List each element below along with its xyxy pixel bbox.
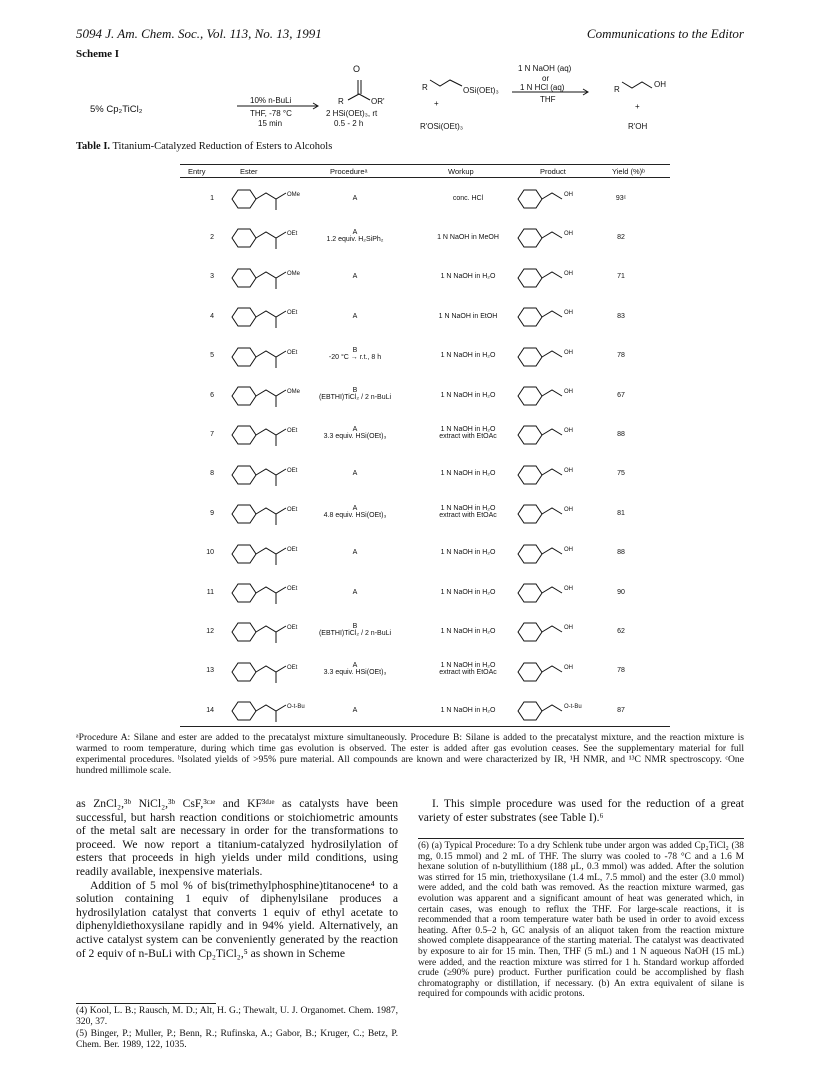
ester-group-label: OEt (287, 625, 298, 632)
scheme-ester-or: OR' (371, 97, 385, 106)
running-header-section: Communications to the Editor (586, 26, 744, 41)
table-row (180, 259, 740, 298)
ring (232, 229, 256, 247)
cell-entry: 11 (206, 588, 214, 596)
product-structure (510, 182, 610, 216)
workup-line: 1 N NaOH in H₂O (440, 549, 496, 557)
procedure-letter: A (352, 470, 358, 478)
procedure-note: 4.8 equiv. HSi(OEt)₃ (323, 511, 387, 519)
notes-rule-right (418, 838, 744, 839)
references-left (76, 1005, 398, 1051)
scheme-product-oh: OH (654, 80, 666, 89)
reference-6: (6) (a) Typical Procedure: To a dry Schlenk tube under argon was added Cp₂TiCl₂ (38 mg, 0.15 mmol) and 2 mL of THF. The slurry was cooled to -78 °C and a 1.6 M hexane solution of n-butyllithium (188 μL, 0.3 mmol) was added. After the solution was stirred for 15 min, triethoxysilane (1.4 mL, 7.5 mmol) and the ester (3.0 mmol) were added, and the cold bath was removed. As the reaction mixture warmed, gas evolution was apparent and a significant amount of heat was generated which, in certain cases, was enough to reflux the THF. For large-scale reactions, it is recommended that a room temperature water bath be used in order to avoid excess heating. After 0.5–2 h, GC analysis of an aliquot taken from the reaction mixture showed complete disappearance of the starting material. The catalyst was deactivated by exposure to air for 15 min. Then, THF (5 mL) and 1 N aqueous NaOH (15 mL) were added, and the reaction mixture was stirred for 1 h. Standard workup afforded crude (≥90% pure) product. Further purification could be accomplished by flash chromatography or distillation, if necessary. (b) An extra equivalent of silane is required for compounds with acidic protons. (418, 841, 744, 1000)
cell-entry: 9 (210, 509, 214, 517)
reaction-scheme (90, 62, 730, 144)
scheme-step2-reagent: 2 HSi(OEt)₃, rt (326, 109, 378, 118)
chain (256, 548, 286, 554)
table-header-rule (180, 177, 670, 178)
ring (518, 387, 542, 405)
ring (232, 387, 256, 405)
ester-group-label: OEt (287, 231, 298, 238)
cell-procedure (300, 549, 410, 556)
cell-procedure (300, 273, 410, 280)
cell-yield: 71 (617, 273, 625, 281)
body-column-left (76, 797, 398, 960)
body-column-right (418, 797, 744, 824)
ring (518, 269, 542, 287)
th-ester: Ester (240, 167, 258, 176)
product-group-label: OH (564, 428, 573, 435)
cell-procedure (300, 470, 410, 477)
cell-procedure (300, 505, 410, 519)
product-structure (510, 537, 610, 571)
table-caption-text: Titanium-Catalyzed Reduction of Esters to Alcohols (112, 141, 333, 152)
carbonyl-oxygen: O (353, 64, 361, 74)
procedure-letter: A (352, 229, 358, 237)
procedure-letter: A (352, 706, 358, 714)
table-row (180, 456, 740, 495)
cell-yield: 75 (617, 470, 625, 478)
cell-procedure (300, 707, 410, 714)
workup-line: extract with EtOAc (439, 669, 497, 677)
product-group-label: OH (564, 586, 573, 592)
workup-line: 1 N NaOH in H₂O (440, 662, 496, 670)
scheme-step2-time: 0.5 - 2 h (334, 119, 364, 128)
workup-line: conc. HCl (452, 194, 484, 202)
scheme-step1-conditions: THF, -78 °C (250, 109, 292, 118)
workup-line: 1 N NaOH in H₂O (440, 470, 496, 478)
ring (518, 663, 542, 681)
workup-line: extract with EtOAc (439, 511, 497, 519)
body-paragraph: Addition of 5 mol % of bis(trimethylphosphine)titanocene⁴ to a solution containing 1 equiv of diphenylsilane produces a hydrosilylation catalyst that converts 1 equiv of ethyl acetate to diphenyldiethoxysilane rapidly and in 94% yield. Alternatively, an active catalyst system can be conveniently generated by the reaction of 2 equiv of n-BuLi with Cp₂TiCl₂,⁵ as shown in Scheme (76, 878, 398, 960)
scheme-step3-or: or (542, 74, 550, 83)
ring (232, 505, 256, 523)
chain (542, 232, 562, 238)
ring (232, 466, 256, 484)
ester-group-label: OEt (287, 467, 298, 474)
product-structure (510, 379, 610, 413)
table-row (180, 416, 740, 455)
table-caption-label: Table I. (76, 141, 111, 152)
ring (518, 190, 542, 208)
cell-entry: 14 (206, 706, 214, 714)
cell-yield: 78 (617, 667, 625, 675)
ester-group-label: OEt (287, 349, 298, 356)
cell-yield: 62 (617, 628, 625, 636)
scheme-precatalyst: 5% Cp₂TiCl₂ (90, 104, 143, 115)
cell-yield: 67 (617, 391, 625, 399)
ring (232, 190, 256, 208)
cell-entry: 2 (210, 234, 214, 242)
ring (232, 426, 256, 444)
chain (542, 193, 562, 199)
chain (542, 272, 562, 278)
table-row (180, 653, 740, 692)
cell-procedure (300, 662, 410, 676)
ester-group-label: OEt (287, 310, 298, 317)
workup-line: 1 N NaOH in H₂O (440, 504, 496, 512)
procedure-note: 3.3 equiv. HSi(OEt)₃ (323, 669, 387, 677)
ring (518, 229, 542, 247)
cell-yield: 78 (617, 352, 625, 360)
running-header-journal: 5094 J. Am. Chem. Soc., Vol. 113, No. 13, 1991 (76, 26, 322, 41)
product-structure (510, 497, 610, 531)
cell-entry: 4 (210, 312, 214, 320)
cell-yield: 82 (617, 234, 625, 242)
notes-rule-left (76, 1003, 216, 1004)
chain (542, 351, 562, 357)
product-structure (510, 221, 610, 255)
scheme-product-2: R'OH (628, 122, 648, 131)
body-paragraph: as ZnCl₂,³ᵇ NiCl₂,³ᵇ CsF,³ᶜʴᵉ and KF³ᵈʴᵉ as catalysts have been successful, but harsh reaction conditions or stoichiometric amounts of the metal salt are necessary in order for the transformations to proceed. We now report a titanium-catalyzed hydrosilylation of esters that proceeds in high yields under mild conditions, using readily available, inexpensive materials. (76, 797, 398, 878)
cell-entry: 12 (206, 628, 214, 636)
cell-yield: 90 (617, 588, 625, 596)
ring (518, 545, 542, 563)
cell-procedure (300, 229, 410, 243)
workup-line: 1 N NaOH in H₂O (440, 352, 496, 360)
ring (518, 505, 542, 523)
alcohol-skeleton (622, 82, 652, 88)
procedure-note: 1.2 equiv. H₂SiPh₂ (326, 236, 384, 244)
chain (542, 626, 562, 632)
cell-yield: 81 (617, 509, 625, 517)
ring (232, 623, 256, 641)
procedure-letter: A (352, 426, 358, 434)
product-structure (510, 261, 610, 295)
scheme-step3-solvent: THF (540, 95, 556, 104)
procedure-letter: A (352, 504, 358, 512)
cell-entry: 8 (210, 470, 214, 478)
table-row (180, 219, 740, 258)
ring (518, 426, 542, 444)
scheme-step3-acid: 1 N HCl (aq) (520, 83, 565, 92)
ring (232, 308, 256, 326)
chain (542, 548, 562, 554)
scheme-graphics (90, 62, 730, 144)
chain (256, 351, 286, 357)
ring (232, 269, 256, 287)
workup-line: 1 N NaOH in H₂O (440, 426, 496, 434)
chain (542, 311, 562, 317)
th-entry: Entry (188, 167, 206, 176)
product-group-label: OH (564, 507, 573, 514)
ring (518, 584, 542, 602)
ring (232, 702, 256, 720)
product-group-label: OH (564, 270, 573, 277)
cell-entry: 1 (210, 194, 214, 202)
ring (518, 702, 542, 720)
scheme-plus-2: + (635, 102, 640, 111)
procedure-letter: B (352, 623, 358, 631)
procedure-letter: A (352, 312, 358, 320)
cell-procedure (300, 589, 410, 596)
cell-entry: 6 (210, 391, 214, 399)
cell-procedure (300, 195, 410, 202)
cell-procedure (300, 623, 410, 637)
ester-group-label: OMe (287, 270, 301, 277)
table-row (180, 495, 740, 534)
th-procedure: Procedureᵃ (330, 167, 368, 176)
product-group-label: OH (564, 192, 573, 198)
chain (542, 390, 562, 396)
workup-line: 1 N NaOH in H₂O (440, 273, 496, 281)
table-caption (76, 141, 332, 152)
scheme-ester-r: R (338, 97, 344, 106)
chain (256, 193, 286, 199)
ring (518, 466, 542, 484)
cell-entry: 10 (206, 549, 214, 557)
reference-5: (5) Binger, P.; Muller, P.; Benn, R.; Rufinska, A.; Gabor, B.; Kruger, C.; Betz, P. Chem. Ber. 1989, 122, 1035. (76, 1028, 398, 1050)
chain (542, 429, 562, 435)
silyl-skeleton (430, 80, 462, 86)
workup-line: 1 N NaOH in EtOH (438, 312, 498, 320)
chain (256, 429, 286, 435)
chain (256, 311, 286, 317)
table-row (180, 298, 740, 337)
cell-procedure (300, 313, 410, 320)
chain (256, 666, 286, 672)
workup-line: 1 N NaOH in H₂O (440, 391, 496, 399)
workup-line: 1 N NaOH in H₂O (440, 588, 496, 596)
chain (256, 587, 286, 593)
product-group-label: OH (564, 625, 573, 632)
ester-skeleton (348, 94, 370, 100)
scheme-silyl-r: R (422, 83, 428, 92)
workup-line: 1 N NaOH in H₂O (440, 628, 496, 636)
table-bottom-rule (180, 726, 670, 727)
procedure-note: (EBTHI)TiCl₂ / 2 n-BuLi (318, 393, 392, 401)
procedure-note: 3.3 equiv. HSi(OEt)₃ (323, 433, 387, 441)
workup-line: extract with EtOAc (439, 433, 497, 441)
ester-group-label: OEt (287, 546, 298, 553)
product-structure (510, 615, 610, 649)
procedure-note: -20 °C → r.t., 8 h (328, 354, 382, 362)
cell-yield: 88 (617, 431, 625, 439)
product-group-label: OH (564, 546, 573, 553)
th-yield: Yield (%)ᵇ (612, 167, 645, 176)
product-structure (510, 655, 610, 689)
product-group-label: O-t-Bu (564, 704, 582, 711)
ester-group-label: OEt (287, 507, 298, 514)
cell-entry: 7 (210, 431, 214, 439)
procedure-letter: B (352, 386, 358, 394)
chain (542, 508, 562, 514)
product-group-label: OH (564, 467, 573, 474)
scheme-step1-reagent: 10% n-BuLi (250, 96, 292, 105)
cell-yield: 87 (617, 706, 625, 714)
ring (518, 623, 542, 641)
table-row (180, 574, 740, 613)
scheme-silyl-ether: OSi(OEt)₃ (463, 86, 499, 95)
chain (542, 705, 562, 711)
ester-group-label: OEt (287, 664, 298, 671)
procedure-note: (EBTHI)TiCl₂ / 2 n-BuLi (318, 630, 392, 638)
ester-group-label: OEt (287, 586, 298, 592)
product-structure (510, 418, 610, 452)
procedure-letter: A (352, 194, 358, 202)
scheme-byproduct: R'OSi(OEt)₃ (420, 122, 464, 131)
ring (232, 348, 256, 366)
cell-entry: 5 (210, 352, 214, 360)
cell-entry: 3 (210, 273, 214, 281)
table-footnotes: ᵃProcedure A: Silane and ester are added to the precatalyst mixture simultaneously. Procedure B: Silane is added to the precatalyst mixture, and the reaction mixture is warmed to room temperature, during which time gas evolution is observed. The ester is added after gas evolution ceases. See the supplementary material for full experimental procedures. ᵇIsolated yields of >95% pure material. All compounds are known and were characterized by IR, ¹H NMR, and ¹³C NMR spectroscopy. ᶜOne hundred millimole scale. (76, 732, 744, 776)
chain (542, 469, 562, 475)
table-row (180, 377, 740, 416)
cell-procedure (300, 347, 410, 361)
cell-yield: 93ᶜ (615, 194, 627, 202)
procedure-letter: B (352, 347, 358, 355)
chain (256, 390, 286, 396)
cell-yield: 88 (617, 549, 625, 557)
chain (256, 232, 286, 238)
product-structure (510, 694, 610, 728)
scheme-step3-base: 1 N NaOH (aq) (518, 64, 572, 73)
scheme-product-r: R (614, 85, 620, 94)
chain (542, 587, 562, 593)
product-structure (510, 576, 610, 610)
procedure-letter: A (352, 549, 358, 557)
product-group-label: OH (564, 349, 573, 356)
ring (232, 663, 256, 681)
workup-line: 1 N NaOH in MeOH (437, 234, 499, 242)
ester-group-label: OMe (287, 192, 301, 198)
product-group-label: OH (564, 389, 573, 395)
scheme-plus-1: + (434, 99, 439, 108)
body-paragraph: I. This simple procedure was used for the reduction of a great variety of ester substrates (see Table I).⁶ (418, 797, 744, 824)
chain (256, 272, 286, 278)
chain (256, 626, 286, 632)
table-header-row (180, 165, 670, 177)
product-structure (510, 340, 610, 374)
procedure-letter: A (352, 662, 358, 670)
product-group-label: OH (564, 310, 573, 317)
workup-line: 1 N NaOH in H₂O (440, 706, 496, 714)
ring (518, 308, 542, 326)
cell-entry: 13 (206, 667, 214, 675)
cell-yield: 83 (617, 312, 625, 320)
cell-procedure (300, 426, 410, 440)
ester-group-label: OMe (287, 389, 301, 395)
product-structure (510, 458, 610, 492)
ester-group-label: O-t-Bu (287, 704, 305, 711)
ring (518, 348, 542, 366)
table-row (180, 613, 740, 652)
chain (256, 705, 286, 711)
product-structure (510, 300, 610, 334)
scheme-label: Scheme I (76, 48, 120, 60)
product-group-label: OH (564, 231, 573, 238)
chain (542, 666, 562, 672)
procedure-letter: A (352, 588, 358, 596)
table-row (180, 338, 740, 377)
table-row (180, 180, 740, 219)
product-group-label: OH (564, 664, 573, 671)
th-workup: Workup (448, 167, 474, 176)
ring (232, 545, 256, 563)
scheme-step1-time: 15 min (258, 119, 283, 128)
th-product: Product (540, 167, 566, 176)
ester-group-label: OEt (287, 428, 298, 435)
ring (232, 584, 256, 602)
procedure-letter: A (352, 273, 358, 281)
reference-4: (4) Kool, L. B.; Rausch, M. D.; Alt, H. G.; Thewalt, U. J. Organomet. Chem. 1987, 320, 37. (76, 1005, 398, 1027)
table-row (180, 535, 740, 574)
chain (256, 508, 286, 514)
chain (256, 469, 286, 475)
cell-procedure (300, 387, 410, 401)
